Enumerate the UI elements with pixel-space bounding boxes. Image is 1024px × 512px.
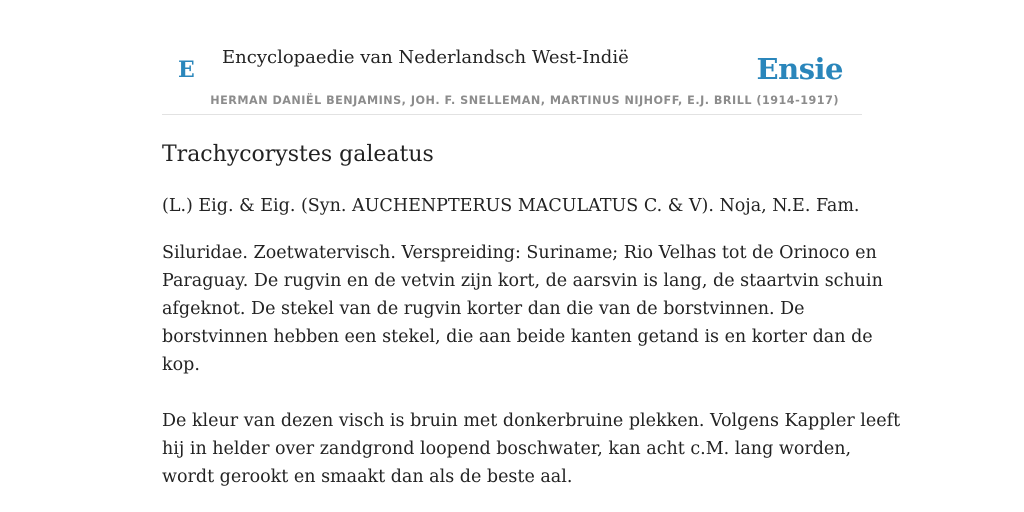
paragraph-coloration	[162, 407, 901, 491]
paragraph-line: borstvinnen hebben een stekel, die aan beide kanten getand is en korter dan de	[162, 327, 873, 347]
paragraph-line: wordt gerookt en smaakt dan als de beste aal.	[162, 467, 573, 487]
header	[162, 0, 862, 115]
paragraph-line: Siluridae. Zoetwatervisch. Verspreiding: Suriname; Rio Velhas tot de Orinoco en	[162, 243, 877, 263]
ensie-brand-link[interactable]: Ensie	[756, 52, 843, 86]
paragraph-line: De kleur van dezen visch is bruin met donkerbruine plekken. Volgens Kappler leeft	[162, 411, 901, 431]
encyclopedia-title-link[interactable]: Encyclopaedie van Nederlandsch West-Indië	[222, 47, 629, 68]
paragraph-line: Paraguay. De rugvin en de vetvin zijn kort, de aarsvin is lang, de staartvin schuin	[162, 271, 883, 291]
page	[162, 0, 901, 512]
authors-line: HERMAN DANIËL BENJAMINS, JOH. F. SNELLEMAN, MARTINUS NIJHOFF, E.J. BRILL (1914-1917)	[210, 94, 839, 107]
article-title: Trachycorystes galeatus	[162, 142, 434, 167]
paragraph-line: kop.	[162, 355, 200, 375]
synonym-line: (L.) Eig. & Eig. (Syn. AUCHENPTERUS MACULATUS C. & V). Noja, N.E. Fam.	[162, 196, 860, 216]
paragraph-description	[162, 239, 883, 379]
paragraph-line: hij in helder over zandgrond loopend boschwater, kan acht c.M. lang worden,	[162, 439, 852, 459]
encyclopedia-logo-link[interactable]: E	[178, 57, 195, 83]
paragraph-line: afgeknot. De stekel van de rugvin korter dan die van de borstvinnen. De	[162, 299, 805, 319]
